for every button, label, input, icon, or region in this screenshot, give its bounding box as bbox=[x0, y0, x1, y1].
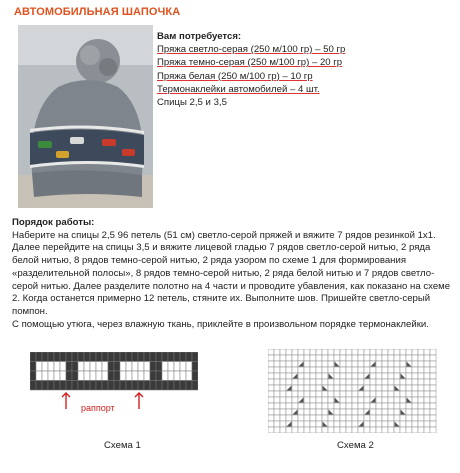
instructions-line: С помощью утюга, через влажную ткань, приклейте в произвольном порядке термонаклейки. bbox=[12, 318, 429, 330]
scheme-1-caption: Схема 1 bbox=[104, 440, 141, 451]
materials-list bbox=[157, 30, 345, 109]
instructions-line: Далее перейдите на спицы 3,5 и вяжите лицевой гладью 7 рядов светло-серой нитью, 2 ряда bbox=[12, 242, 431, 254]
instructions-line: 2. Когда останется примерно 12 петель, стяните их. Выполните шов. Пришейте светло-серый bbox=[12, 293, 431, 305]
instructions-line: белой нитью, 8 рядов темно-серой нитью, 2 ряда узором по схеме 1 для формирования bbox=[12, 255, 407, 267]
instructions bbox=[12, 217, 456, 331]
hat-photo bbox=[18, 25, 153, 208]
materials-item: Пряжа белая (250 м/100 гр) – 10 гр bbox=[157, 70, 313, 82]
rapport-arrow-right bbox=[133, 392, 145, 415]
scheme-2-chart bbox=[268, 349, 440, 438]
materials-item: Спицы 2,5 и 3,5 bbox=[157, 97, 227, 109]
rapport-arrow-left bbox=[60, 392, 72, 415]
instructions-line: «разделительной полосы», 8 рядов темно-серой нитью, 2 ряда белой нитью и 7 рядов светло- bbox=[12, 267, 435, 279]
rapport-label: раппорт bbox=[81, 403, 115, 413]
instructions-line: помпон. bbox=[12, 305, 48, 317]
materials-item: Термонаклейки автомобилей – 4 шт. bbox=[157, 83, 320, 95]
instructions-line: Наберите на спицы 2,5 96 петель (51 см) светло-серой пряжей и вяжите 7 рядов резинкой 1х1. bbox=[12, 229, 436, 241]
instructions-line: серой нитью. Далее разделите полотно на 4 части и проводите убавления, как показано на схеме bbox=[12, 280, 451, 292]
materials-item: Пряжа светло-серая (250 м/100 гр) – 50 гр bbox=[157, 44, 346, 56]
materials-item: Пряжа темно-серая (250 м/100 гр) – 20 гр bbox=[157, 57, 343, 69]
scheme-2-caption: Схема 2 bbox=[337, 440, 374, 451]
scheme-1-chart bbox=[30, 352, 198, 397]
instructions-heading: Порядок работы: bbox=[12, 217, 95, 228]
materials-heading: Вам потребуется: bbox=[157, 31, 242, 42]
page-title: АВТОМОБИЛЬНАЯ ШАПОЧКА bbox=[14, 6, 181, 18]
